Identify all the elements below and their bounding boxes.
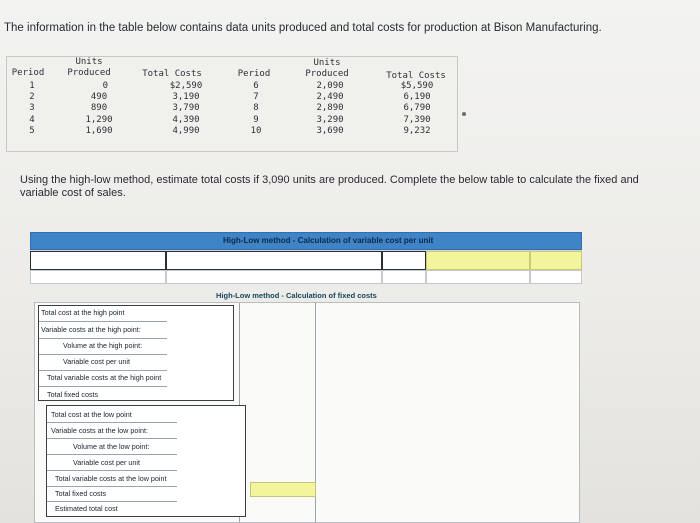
variable-cost-row-2 xyxy=(30,270,582,284)
header-period-left: Period xyxy=(11,68,45,78)
input-cell[interactable] xyxy=(530,270,582,284)
table-cell: 3,790 xyxy=(172,103,200,114)
header-costs-left: Total Costs xyxy=(142,69,202,79)
label: Total cost at the low point xyxy=(51,410,132,419)
left-period-column xyxy=(22,81,42,137)
input-cell[interactable] xyxy=(30,251,166,270)
label: Variable cost per unit xyxy=(63,357,130,366)
row-line xyxy=(47,486,177,487)
label: Total variable costs at the high point xyxy=(47,373,162,382)
table-cell: 10 xyxy=(250,125,262,136)
row-line xyxy=(47,470,177,471)
intro-text: The information in the table below contains data units produced and total costs for production at Bison Manufacturing. xyxy=(4,22,602,34)
left-costs-column xyxy=(158,81,214,137)
right-costs-column xyxy=(390,81,444,137)
row-line xyxy=(47,422,177,423)
header-period-right: Period xyxy=(237,69,271,79)
label: Volume at the high point: xyxy=(63,341,143,350)
row-line xyxy=(39,386,167,387)
label: Volume at the low point: xyxy=(73,442,150,451)
table-cell: $5,590 xyxy=(400,81,434,91)
label: Variable cost per unit xyxy=(73,458,140,467)
header-units-left-2: Produced xyxy=(67,68,111,78)
row-line xyxy=(47,501,177,502)
left-units-column xyxy=(72,81,126,137)
header-costs-right: Total Costs xyxy=(386,71,446,81)
row-line xyxy=(47,454,177,455)
right-units-column xyxy=(302,81,358,137)
label: Total variable costs at the low point xyxy=(55,474,167,483)
row-line xyxy=(47,438,177,439)
table-cell: 4,990 xyxy=(172,125,200,136)
instructions-text: Using the high-low method, estimate total costs if 3,090 units are produced. Complete the below table to calculate the fixed and variable cost of sales. xyxy=(20,174,639,199)
row-line xyxy=(39,321,167,322)
table-cell: 3 xyxy=(29,103,35,114)
table-cell: 2,090 xyxy=(316,81,344,91)
table-cell: 7,390 xyxy=(403,114,431,125)
label: Total fixed costs xyxy=(47,390,99,399)
label: Total cost at the high point xyxy=(41,308,125,317)
table-cell: 6,790 xyxy=(403,103,431,114)
input-cell[interactable] xyxy=(382,251,426,270)
answer-cell[interactable] xyxy=(426,251,530,270)
table-cell: 1,290 xyxy=(85,114,113,125)
table-cell: $2,590 xyxy=(169,81,203,91)
variable-cost-row-1 xyxy=(30,250,582,270)
scroll-dot xyxy=(462,112,466,116)
table-cell: 3,190 xyxy=(172,92,200,103)
fixed-cost-title: High-Low method - Calculation of fixed costs xyxy=(216,291,377,300)
input-cell[interactable] xyxy=(382,270,426,284)
table-cell: 2,490 xyxy=(316,92,344,103)
table-cell: 490 xyxy=(90,92,108,103)
label: Variable costs at the low point: xyxy=(51,426,148,435)
label: Total fixed costs xyxy=(55,489,107,498)
table-cell: 890 xyxy=(90,103,108,114)
table-cell: 2 xyxy=(29,92,35,103)
high-point-labels xyxy=(38,305,234,401)
table-cell: 9,232 xyxy=(403,125,431,136)
table-cell: 8 xyxy=(253,103,259,114)
variable-cost-header xyxy=(30,232,582,250)
answer-cell[interactable] xyxy=(530,251,582,270)
header-units-right-1: Units xyxy=(313,58,341,68)
table-cell: 3,690 xyxy=(316,125,344,136)
input-cell[interactable] xyxy=(166,270,382,284)
low-point-labels xyxy=(46,405,246,517)
table-cell: 3,290 xyxy=(316,114,344,125)
label: Variable costs at the high point: xyxy=(41,325,141,334)
table-cell: 2,890 xyxy=(316,103,344,114)
input-cell[interactable] xyxy=(166,251,382,270)
input-cell[interactable] xyxy=(30,270,166,284)
table-cell: 9 xyxy=(253,114,259,125)
table-cell: 6 xyxy=(253,81,259,91)
answer-cell[interactable] xyxy=(250,482,316,497)
table-cell: 1 xyxy=(29,81,35,91)
right-period-column xyxy=(244,81,268,137)
header-units-left-1: Units xyxy=(75,57,103,67)
table-cell: 0 xyxy=(102,81,108,91)
input-cell[interactable] xyxy=(426,270,530,284)
variable-cost-title: High-Low method - Calculation of variable cost per unit xyxy=(223,236,434,245)
table-cell: 1,690 xyxy=(85,125,113,136)
row-line xyxy=(39,354,167,355)
row-line xyxy=(39,370,167,371)
table-cell: 5 xyxy=(29,125,35,136)
table-cell: 7 xyxy=(253,92,259,103)
table-cell: 4,390 xyxy=(172,114,200,125)
table-cell: 6,190 xyxy=(403,92,431,103)
header-units-right-2: Produced xyxy=(305,69,349,79)
label: Estimated total cost xyxy=(55,504,118,513)
table-cell: 4 xyxy=(29,114,35,125)
row-line xyxy=(39,338,167,339)
